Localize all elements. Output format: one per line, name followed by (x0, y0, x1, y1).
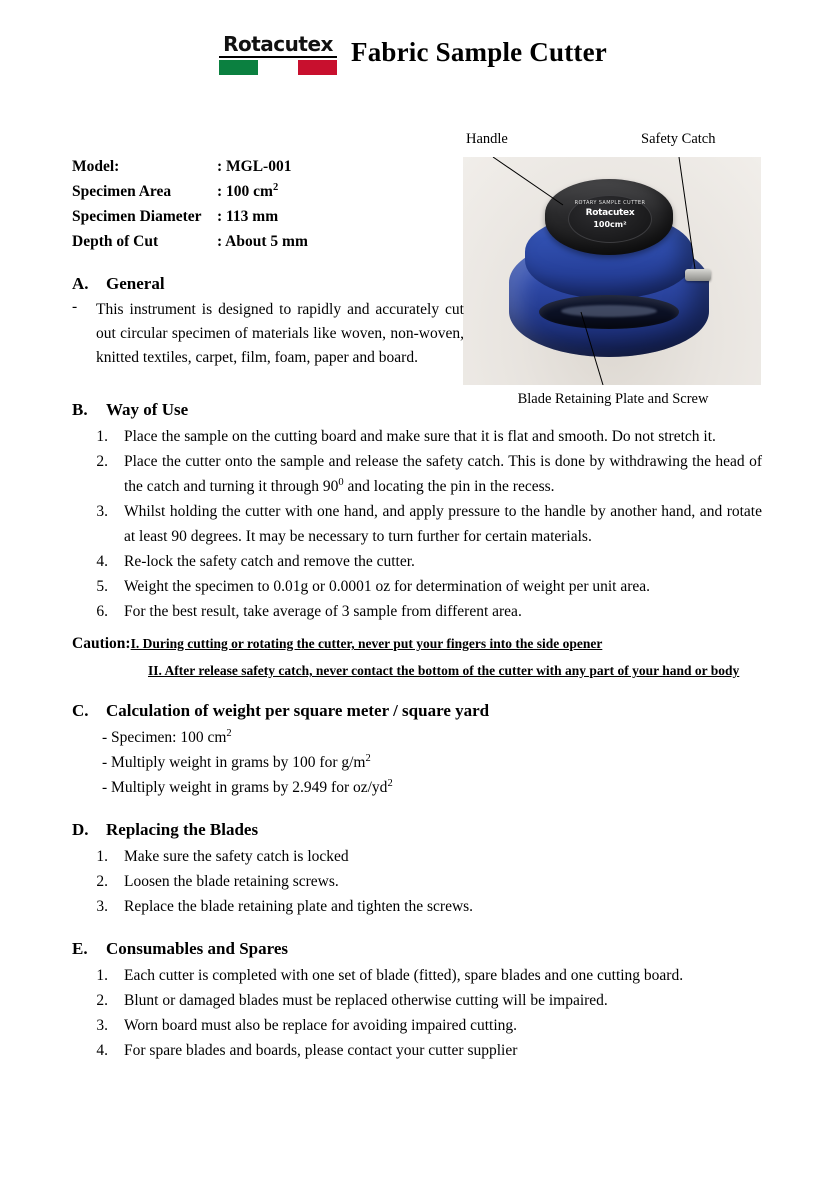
document-body (72, 258, 762, 1063)
calc-line (102, 725, 762, 750)
list-number: 3. (96, 898, 108, 915)
callout-handle-label: Handle (466, 131, 508, 147)
section-c-lines (102, 725, 762, 800)
knob-spec-text: 100cm² (593, 220, 627, 229)
calc-line-sup: 2 (365, 752, 371, 764)
list-text: Make sure the safety catch is locked (124, 848, 349, 865)
list-text: Worn board must also be replace for avoiding impaired cutting. (124, 1017, 518, 1034)
spec-row (72, 229, 402, 254)
calc-line-text: - Multiply weight in grams by 2.949 for oz/yd (102, 779, 388, 796)
section-a-title: General (106, 274, 165, 293)
list-number: 2. (96, 453, 108, 470)
list-number: 2. (96, 873, 108, 890)
brand-logo (219, 34, 337, 75)
spec-value (217, 179, 402, 204)
list-text: Loosen the blade retaining screws. (124, 873, 339, 890)
caution-word: Caution (72, 635, 126, 652)
list-text (124, 449, 762, 499)
spec-value: : About 5 mm (217, 233, 308, 250)
section-a-letter: A. (72, 274, 89, 293)
document-header (0, 34, 826, 75)
knob-brand-text: Rotacutex (585, 208, 635, 218)
spec-row (72, 154, 402, 179)
brand-wordmark: Rotacutex (223, 32, 333, 56)
caution-colon: : (125, 635, 131, 652)
calc-line (102, 775, 762, 800)
list-item (72, 963, 762, 988)
calc-line-sup: 2 (226, 727, 232, 739)
spec-value-text: : 100 cm (217, 183, 273, 200)
section-d-heading (72, 820, 762, 840)
spec-row (72, 204, 402, 229)
list-text-part2: and locating the pin in the recess. (343, 478, 555, 495)
list-item (72, 599, 762, 624)
list-item (72, 894, 762, 919)
spec-label: Specimen Diameter (72, 208, 202, 225)
list-text: For the best result, take average of 3 sample from different area. (124, 603, 522, 620)
section-e-heading (72, 939, 762, 959)
list-text: Each cutter is completed with one set of blade (fitted), spare blades and one cutting board. (124, 967, 684, 984)
list-item (72, 988, 762, 1013)
section-e-title: Consumables and Spares (106, 939, 289, 958)
document-page (0, 34, 826, 1203)
list-item (72, 1038, 762, 1063)
caution-line-1 (72, 632, 762, 656)
section-a-text: This instrument is designed to rapidly and accurately cut out circular specimen of materials like woven, non-woven, knitted textiles, carpet, film, foam, paper and board. (96, 301, 464, 366)
page-title: Fabric Sample Cutter (351, 37, 607, 67)
list-item (72, 449, 762, 499)
dash-bullet: - (72, 298, 78, 315)
list-number: 1. (96, 428, 108, 445)
section-b-title: Way of Use (106, 400, 189, 419)
spec-value: : 113 mm (217, 208, 279, 225)
list-number: 4. (96, 1042, 108, 1059)
calc-line-text: - Specimen: 100 cm (102, 729, 227, 746)
section-a-heading (72, 274, 762, 294)
section-c-heading (72, 701, 762, 721)
section-c-letter: C. (72, 701, 89, 720)
photo-callouts-top (463, 131, 763, 153)
callout-blade-plate-label: Blade Retaining Plate and Screw (517, 391, 709, 407)
section-b-list (72, 424, 762, 624)
section-d-list (72, 844, 762, 919)
list-text: Weight the specimen to 0.01g or 0.0001 oz for determination of weight per unit area. (124, 578, 651, 595)
list-number: 1. (96, 848, 108, 865)
spec-label: Model: (72, 158, 120, 175)
list-number: 6. (96, 603, 108, 620)
caution-block (72, 632, 762, 683)
list-text-part1: Place the cutter onto the sample and release the safety catch. This is done by withdrawing the head of the catch and turning it through 90 (124, 453, 762, 495)
list-text: Blunt or damaged blades must be replaced otherwise cutting will be impaired. (124, 992, 608, 1009)
section-d-title: Replacing the Blades (106, 820, 259, 839)
specification-table (72, 154, 402, 254)
list-item (72, 869, 762, 894)
calc-line-text: - Multiply weight in grams by 100 for g/m (102, 754, 366, 771)
list-text: Re-lock the safety catch and remove the cutter. (124, 553, 415, 570)
calc-line (102, 750, 762, 775)
list-number: 5. (96, 578, 108, 595)
spec-row (72, 179, 402, 204)
list-number: 3. (96, 1017, 108, 1034)
list-text: Whilst holding the cutter with one hand, and apply pressure to the handle by another hand, and rotate at least 90 degrees. It may be necessary to turn further for certain materials. (124, 503, 762, 545)
callout-safety-catch-label: Safety Catch (641, 131, 716, 147)
section-e-list (72, 963, 762, 1063)
section-c-title: Calculation of weight per square meter / square yard (106, 701, 490, 720)
spec-label: Depth of Cut (72, 233, 159, 250)
section-d-letter: D. (72, 820, 89, 839)
section-b-letter: B. (72, 400, 88, 419)
list-text: For spare blades and boards, please contact your cutter supplier (124, 1042, 518, 1059)
list-item (72, 844, 762, 869)
spec-value-sup: 2 (272, 181, 279, 193)
list-text-sup: 0 (338, 476, 344, 488)
section-a-paragraph (72, 298, 464, 370)
list-item (72, 499, 762, 549)
list-number: 2. (96, 992, 108, 1009)
list-item (72, 574, 762, 599)
list-item (72, 1013, 762, 1038)
section-b-heading (72, 400, 762, 420)
caution-text-1: I. During cutting or rotating the cutter, never put your fingers into the side opener (130, 636, 603, 651)
list-number: 1. (96, 967, 108, 984)
knob-top-text: ROTARY SAMPLE CUTTER (574, 200, 646, 206)
caution-line-2 (148, 659, 762, 683)
list-item (72, 549, 762, 574)
spec-value: : MGL-001 (217, 158, 292, 175)
list-number: 4. (96, 553, 108, 570)
italy-flag-icon (219, 60, 337, 75)
list-number: 3. (96, 503, 108, 520)
list-item (72, 424, 762, 449)
calc-line-sup: 2 (387, 777, 393, 789)
caution-text-2: II. After release safety catch, never contact the bottom of the cutter with any part of your hand or body (148, 663, 740, 678)
brand-underline (219, 56, 337, 58)
list-text: Replace the blade retaining plate and tighten the screws. (124, 898, 474, 915)
section-e-letter: E. (72, 939, 88, 958)
spec-label: Specimen Area (72, 183, 172, 200)
list-text: Place the sample on the cutting board and make sure that it is flat and smooth. Do not stretch it. (124, 428, 716, 445)
